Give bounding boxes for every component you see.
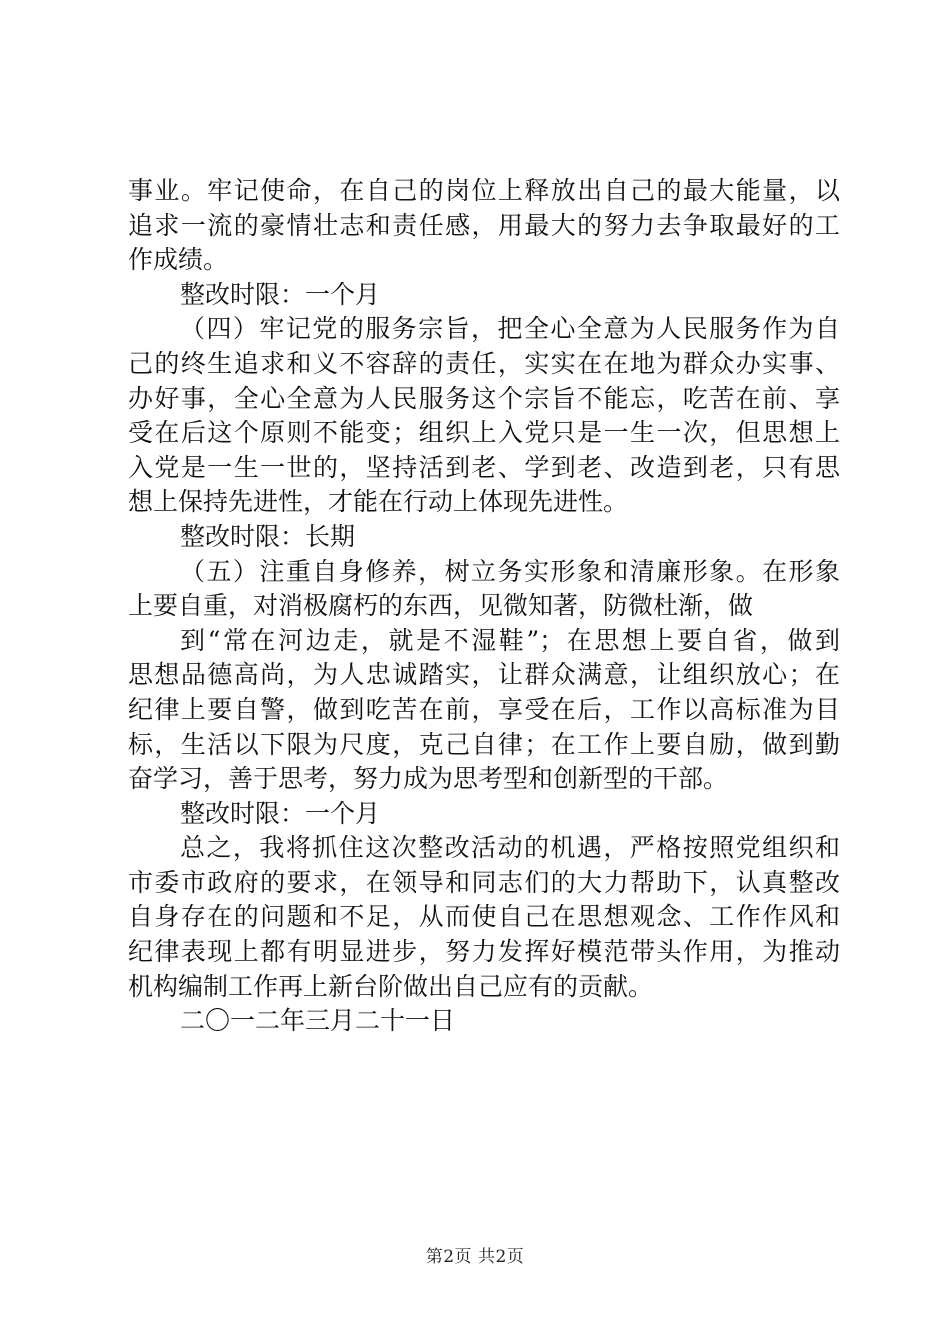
paragraph-heading-4: （四）牢记党的服务宗旨，把全心全意为人民服务作为自 — [180, 314, 840, 344]
date-line: 二〇一二年三月二十一日 — [180, 1006, 456, 1036]
text-line: 市委市政府的要求，在领导和同志们的大力帮助下，认真整改 — [128, 867, 840, 897]
document-body — [128, 174, 840, 1039]
text-line: 到“常在河边走，就是不湿鞋”；在思想上要自省，做到 — [180, 625, 840, 655]
text-line: 自身存在的问题和不足，从而使自己在思想观念、工作作风和 — [128, 902, 840, 932]
text-line: 思想品德高尚，为人忠诚踏实，让群众满意，让组织放心；在 — [128, 660, 840, 690]
text-line: 想上保持先进性，才能在行动上体现先进性。 — [128, 487, 629, 517]
text-line: 追求一流的豪情壮志和责任感，用最大的努力去争取最好的工 — [128, 210, 840, 240]
text-line: 机构编制工作再上新台阶做出自己应有的贡献。 — [128, 971, 654, 1001]
paragraph-heading-5: （五）注重自身修养，树立务实形象和清廉形象。在形象 — [180, 556, 840, 586]
text-line: 入党是一生一世的，坚持活到老、学到老、改造到老，只有思 — [128, 452, 840, 482]
deadline-line: 整改时限：长期 — [180, 521, 356, 551]
text-line: 标，生活以下限为尺度，克己自律；在工作上要自励，做到勤 — [128, 729, 840, 759]
conclusion-line: 总之，我将抓住这次整改活动的机遇，严格按照党组织和 — [180, 833, 840, 863]
text-line: 作成绩。 — [128, 245, 229, 275]
text-line: 办好事，全心全意为人民服务这个宗旨不能忘，吃苦在前、享 — [128, 383, 840, 413]
text-line: 己的终生追求和义不容辞的责任，实实在在地为群众办实事、 — [128, 348, 840, 378]
text-line: 事业。牢记使命，在自己的岗位上释放出自己的最大能量，以 — [128, 176, 840, 205]
page-number: 第2页 共2页 — [425, 1247, 525, 1267]
deadline-line: 整改时限：一个月 — [180, 798, 381, 828]
text-line: 纪律表现上都有明显进步，努力发挥好模范带头作用，为推动 — [128, 937, 840, 967]
text-line: 奋学习，善于思考，努力成为思考型和创新型的干部。 — [128, 764, 729, 794]
deadline-line: 整改时限：一个月 — [180, 279, 381, 309]
text-line: 受在后这个原则不能变；组织上入党只是一生一次，但思想上 — [128, 418, 840, 448]
text-line: 纪律上要自警，做到吃苦在前，享受在后，工作以高标准为目 — [128, 694, 840, 724]
text-line: 上要自重，对消极腐朽的东西，见微知著，防微杜渐，做 — [128, 591, 754, 621]
